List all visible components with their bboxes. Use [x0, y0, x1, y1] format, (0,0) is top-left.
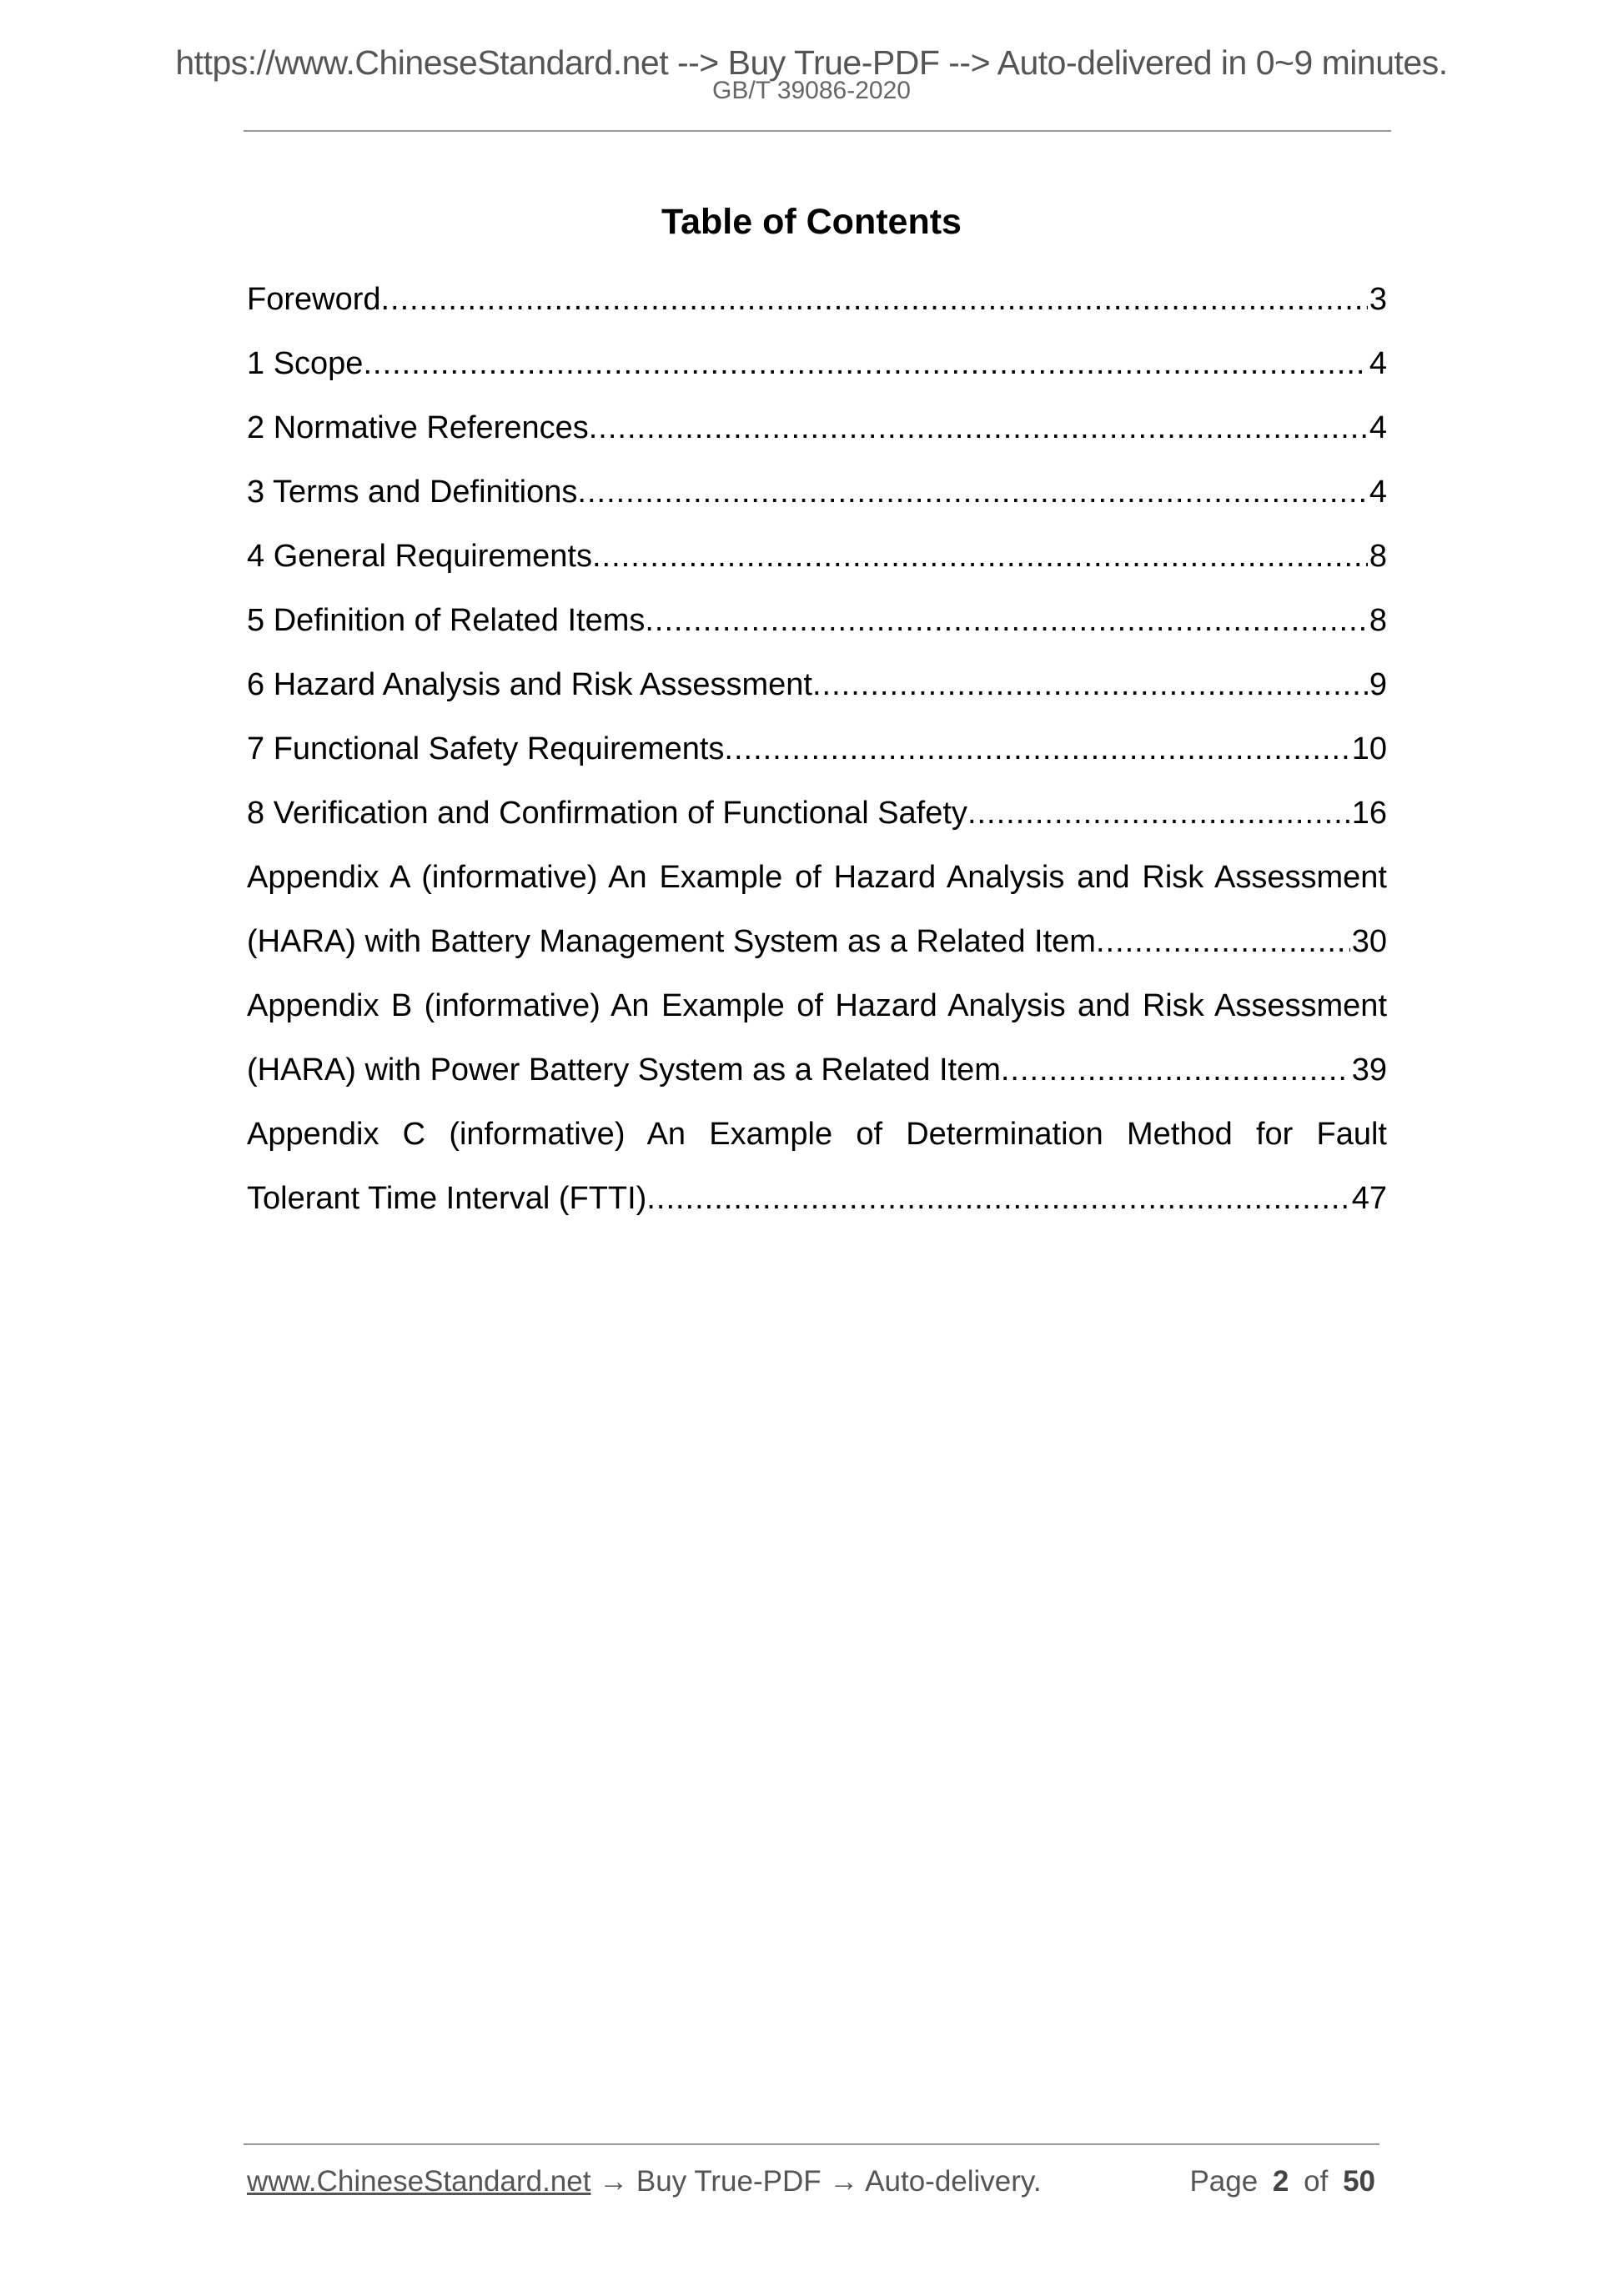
toc-entry[interactable] — [247, 408, 1387, 472]
dot-leader — [592, 536, 1368, 600]
toc-entry-page: 16 — [1351, 796, 1387, 831]
page-indicator — [1189, 2165, 1375, 2198]
toc-entry-page: 4 — [1369, 475, 1387, 510]
dot-leader — [1096, 922, 1350, 986]
dot-leader — [646, 1178, 1349, 1243]
toc-entry[interactable] — [247, 536, 1387, 600]
dot-leader — [645, 600, 1368, 665]
toc-entry-label: (HARA) with Power Battery System as a Related Item — [247, 1053, 1001, 1088]
dot-leader — [589, 408, 1368, 472]
dot-leader — [724, 729, 1349, 793]
toc-entry-label: Foreword — [247, 282, 381, 317]
toc-entry-page: 47 — [1351, 1181, 1387, 1216]
toc-entry-label: 2 Normative References — [247, 410, 589, 445]
toc-entry[interactable] — [247, 922, 1387, 986]
toc-entry[interactable] — [247, 729, 1387, 793]
footer-divider — [244, 2143, 1379, 2145]
toc-entry-label: 5 Definition of Related Items — [247, 603, 646, 638]
dot-leader — [1001, 1050, 1350, 1114]
footer-text — [247, 2165, 1042, 2198]
toc-entry[interactable] — [247, 665, 1387, 729]
standard-number: GB/T 39086-2020 — [712, 77, 911, 104]
dot-leader — [967, 793, 1350, 857]
toc-entry-label: 7 Functional Safety Requirements — [247, 731, 725, 766]
toc-entry[interactable] — [247, 279, 1387, 344]
toc-entry-page: 8 — [1369, 603, 1387, 638]
toc-entry-label: 6 Hazard Analysis and Risk Assessment — [247, 667, 812, 702]
toc-entry-page: 30 — [1351, 924, 1387, 959]
toc-entry[interactable] — [247, 600, 1387, 665]
toc-entry-page: 39 — [1351, 1053, 1387, 1088]
toc-entry-label: (HARA) with Battery Management System as a Related Item — [247, 924, 1096, 959]
dot-leader — [812, 665, 1368, 729]
footer-link[interactable]: www.ChineseStandard.net — [247, 2165, 591, 2198]
toc-entry-first-line[interactable]: Appendix A (informative) An Example of Hazard Analysis and Risk Assessment — [247, 860, 1387, 895]
toc-entry-page: 9 — [1369, 667, 1387, 702]
toc-entry-label: 3 Terms and Definitions — [247, 475, 578, 510]
of-label: of — [1304, 2165, 1329, 2198]
toc-entry-first-line[interactable]: Appendix B (informative) An Example of Hazard Analysis and Risk Assessment — [247, 988, 1387, 1023]
toc-entry-page: 8 — [1369, 539, 1387, 574]
toc-entry[interactable] — [247, 472, 1387, 536]
toc-entry-label: 4 General Requirements — [247, 539, 592, 574]
dot-leader — [577, 472, 1367, 536]
toc-entry-label: Tolerant Time Interval (FTTI) — [247, 1181, 647, 1216]
dot-leader — [381, 279, 1368, 344]
current-page: 2 — [1272, 2165, 1289, 2198]
toc-entry-page: 3 — [1369, 282, 1387, 317]
page-title: Table of Contents — [661, 202, 962, 242]
toc-entry[interactable] — [247, 344, 1387, 408]
toc-entry[interactable] — [247, 1178, 1387, 1243]
table-of-contents — [247, 279, 1387, 1243]
header-banner: https://www.ChineseStandard.net --> Buy True-PDF --> Auto-delivered in 0~9 minutes. — [175, 43, 1448, 82]
toc-entry[interactable] — [247, 793, 1387, 857]
toc-entry-page: 4 — [1369, 410, 1387, 445]
toc-entry-first-line[interactable]: Appendix C (informative) An Example of Determination Method for Fault — [247, 1117, 1387, 1152]
footer-tagline: → Buy True-PDF → Auto-delivery. — [590, 2165, 1042, 2198]
toc-entry-label: 8 Verification and Confirmation of Functional Safety — [247, 796, 967, 831]
total-pages: 50 — [1343, 2165, 1375, 2198]
toc-entry[interactable] — [247, 1050, 1387, 1114]
toc-entry-page: 4 — [1369, 346, 1387, 381]
toc-entry-page: 10 — [1351, 731, 1387, 766]
page-label: Page — [1189, 2165, 1259, 2198]
dot-leader — [363, 344, 1367, 408]
header-divider — [244, 130, 1391, 132]
toc-entry-label: 1 Scope — [247, 346, 364, 381]
